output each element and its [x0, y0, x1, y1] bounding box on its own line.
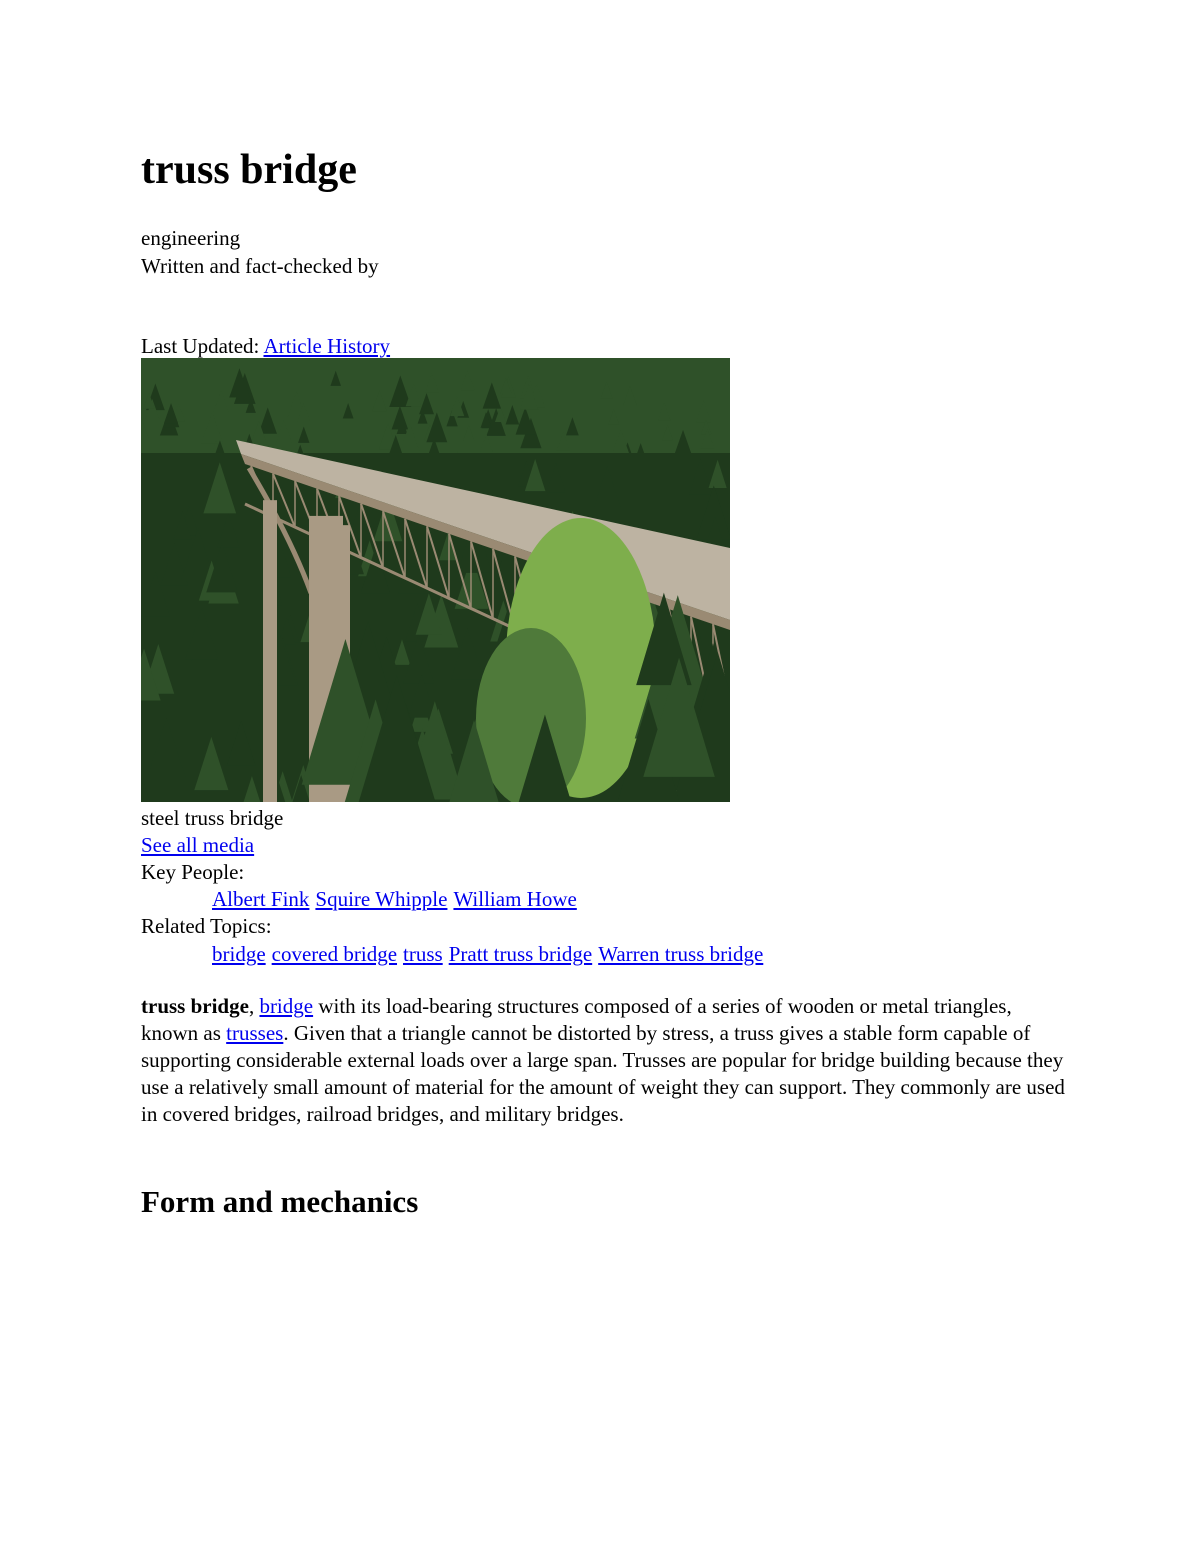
related-topic-link[interactable]: Pratt truss bridge [448, 942, 593, 966]
see-all-media-link[interactable]: See all media [141, 833, 255, 857]
page-title: truss bridge [141, 147, 357, 193]
intro-paragraph [141, 993, 1066, 1128]
related-topics-label: Related Topics: [141, 914, 272, 938]
last-updated-label: Last Updated: [141, 334, 260, 358]
related-topic-link[interactable]: truss [403, 942, 443, 966]
bridge-photo[interactable] [141, 358, 730, 802]
key-people-list [212, 886, 577, 913]
last-updated [141, 333, 390, 360]
related-topic-link[interactable]: bridge [212, 942, 266, 966]
intro-term: truss bridge [141, 994, 249, 1018]
intro-separator: , [248, 994, 260, 1018]
article-byline: Written and fact-checked by [141, 254, 379, 278]
trusses-link[interactable]: trusses [226, 1021, 284, 1045]
section-heading: Form and mechanics [141, 1184, 419, 1219]
key-person-link[interactable]: William Howe [453, 887, 577, 911]
key-person-link[interactable]: Squire Whipple [315, 887, 448, 911]
article-history-link[interactable]: Article History [263, 334, 391, 358]
intro-text-1: with its load-bearing structures composed of a series of wooden or metal triangles, known as [141, 994, 1012, 1045]
related-topic-link[interactable]: covered bridge [271, 942, 398, 966]
related-topics-list [212, 941, 763, 968]
key-people-label: Key People: [141, 860, 245, 884]
figure-caption: steel truss bridge [141, 806, 284, 830]
article-category: engineering [141, 226, 241, 250]
key-person-link[interactable]: Albert Fink [212, 887, 310, 911]
related-topic-link[interactable]: Warren truss bridge [598, 942, 764, 966]
bridge-link[interactable]: bridge [259, 994, 314, 1018]
intro-text-2: . Given that a triangle cannot be distorted by stress, a truss gives a stable form capable of supporting considerable external loads over a large span. Trusses are popular for bridge building because they use a relatively small amount of material for the amount of weight they can support. They commonly are used in covered bridges, railroad bridges, and military bridges. [141, 1021, 1065, 1126]
